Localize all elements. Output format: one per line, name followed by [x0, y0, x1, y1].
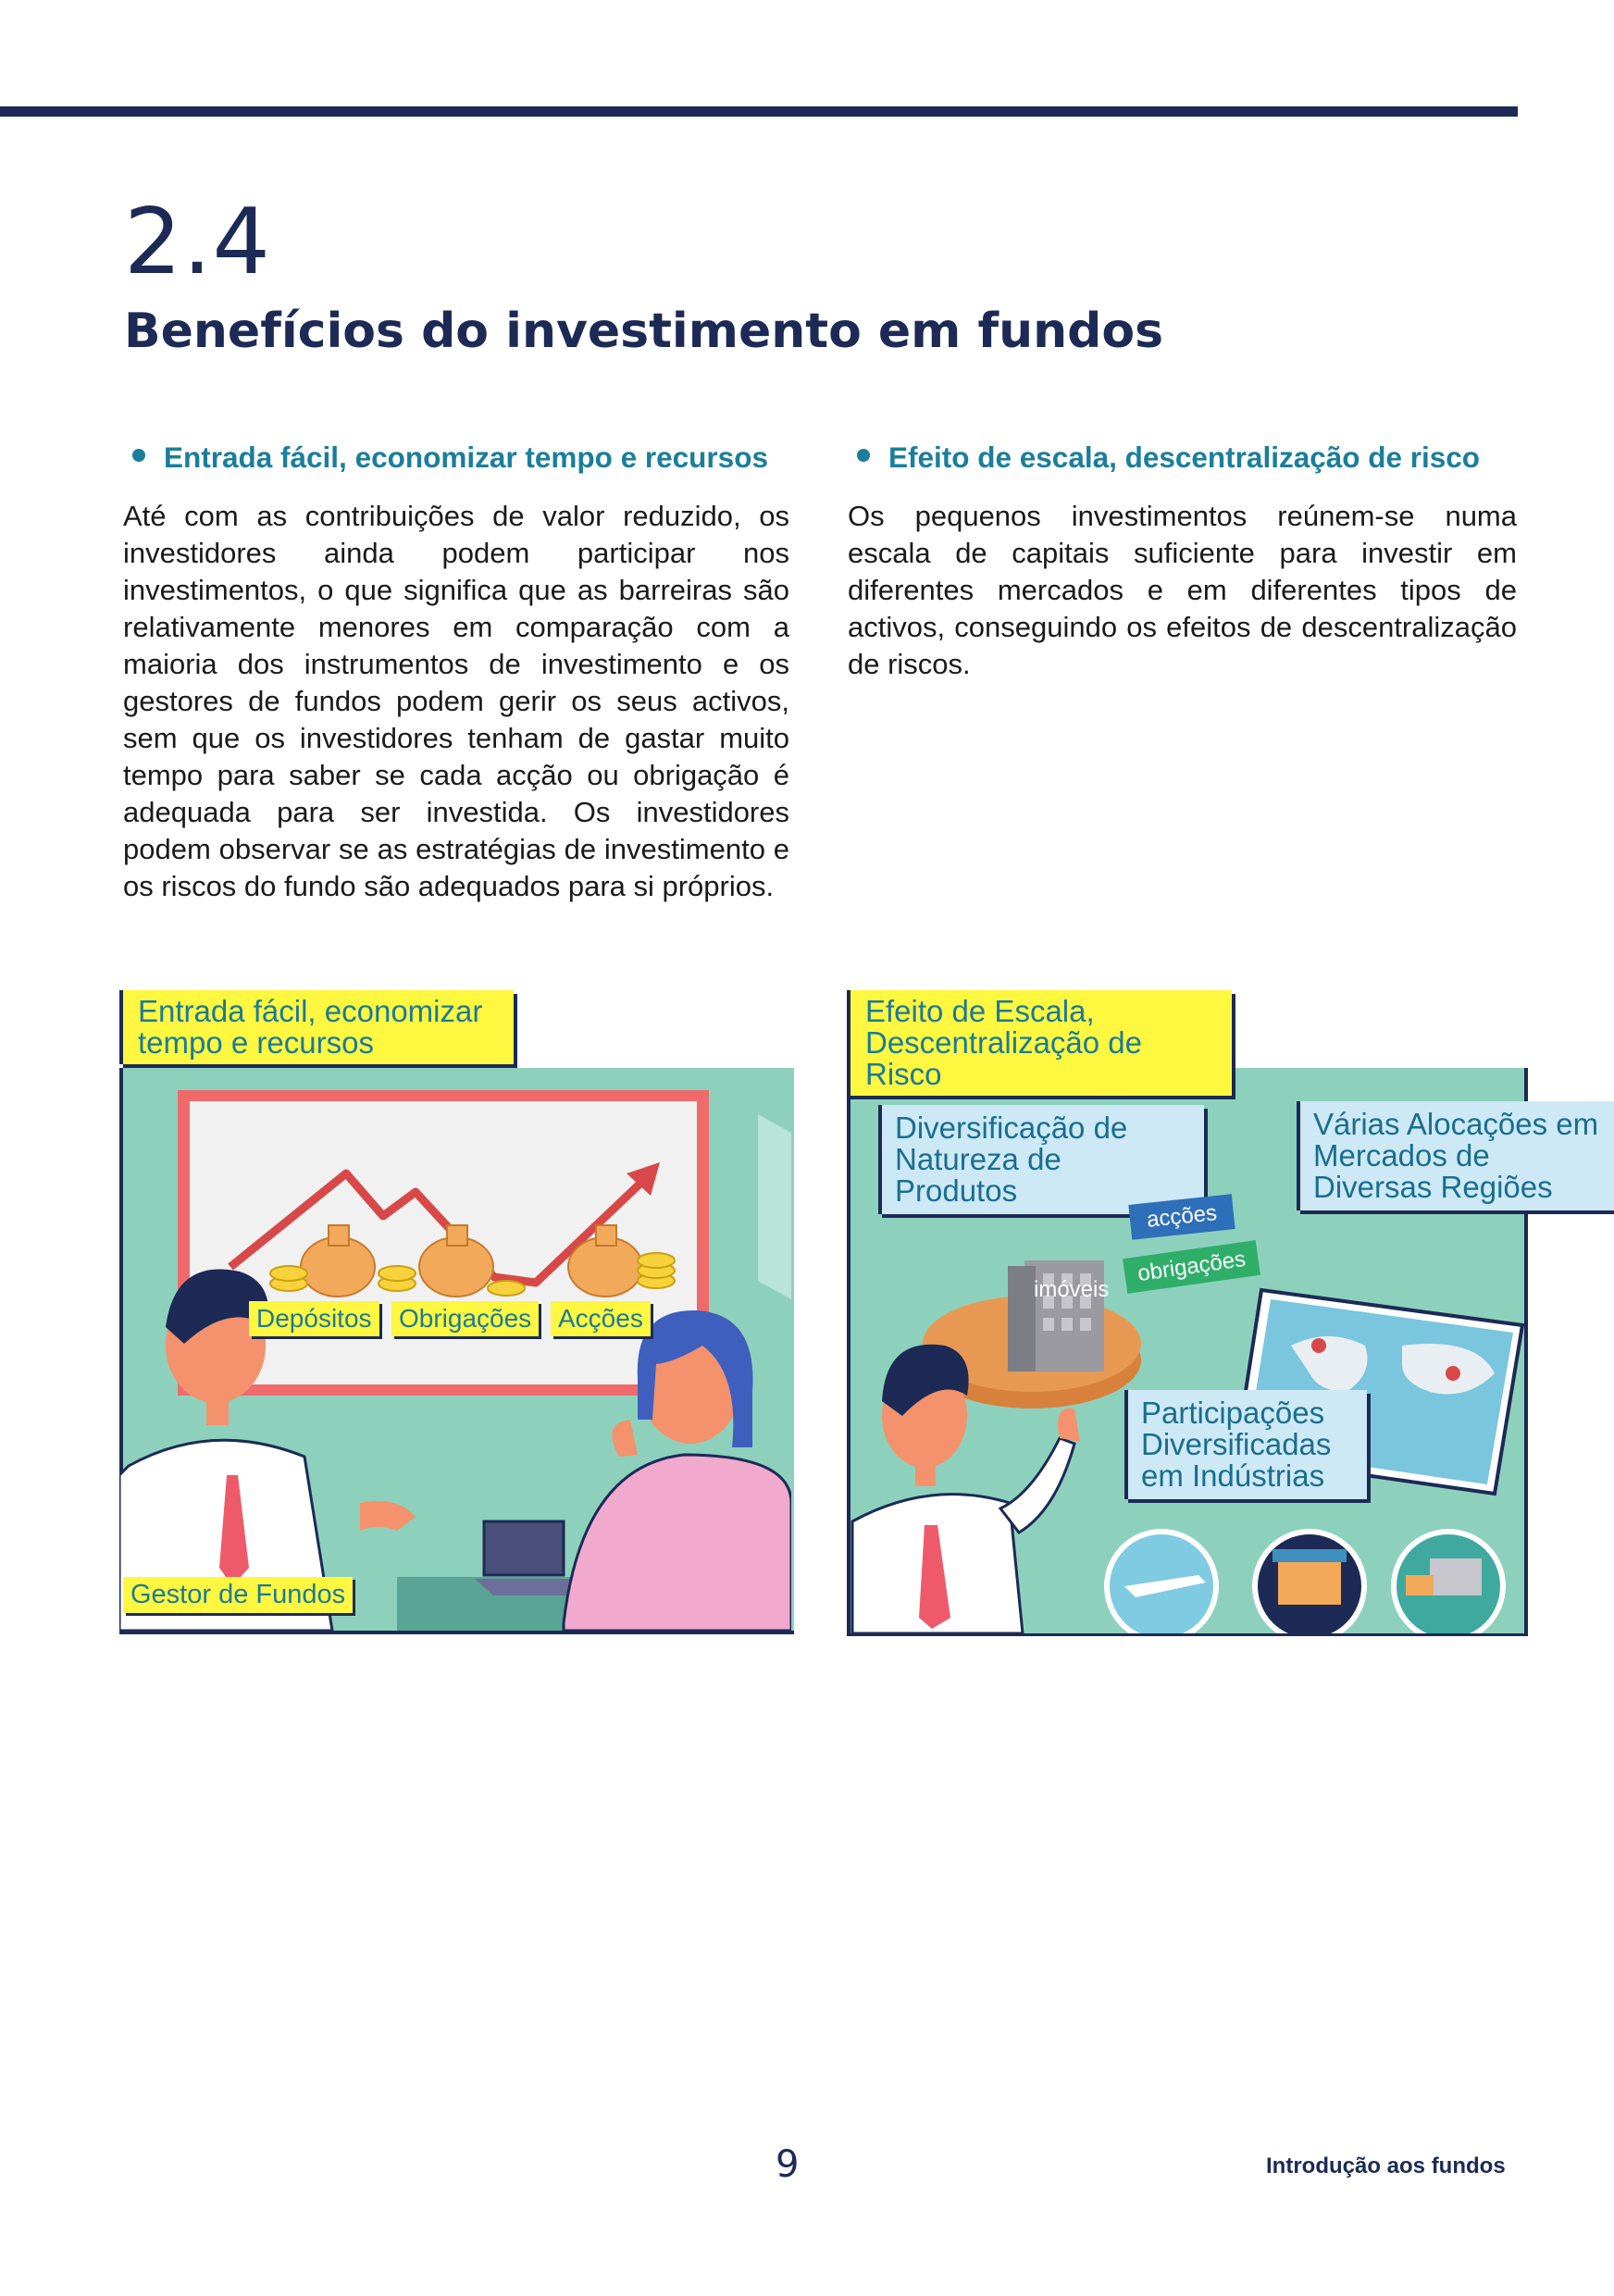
products-line2: Natureza de Produtos: [895, 1142, 1062, 1208]
left-bullet-heading: [132, 441, 768, 475]
left-paragraph: Até com as contribuições de valor reduzido, os investidores ainda podem participar nos investimentos, o que significa que as barreiras são relativamente menores em comparação com a maioria dos instrumentos de investimento e os gestores de fundos podem gerir os seus activos, sem que os investidores tenham de gastar muito tempo para saber se cada acção ou obrigação é adequada para ser investida. Os investidores podem observar se as estratégias de investimento e os riscos do fundo são adequados para si próprios.: [123, 500, 789, 902]
fund-manager-label: Gestor de Fundos: [123, 1577, 353, 1613]
industries-line2: Diversificadas: [1141, 1427, 1332, 1461]
bullet-icon: [132, 449, 145, 462]
regions-line3: Diversas Regiões: [1313, 1170, 1553, 1204]
section-title: Benefícios do investimento em fundos: [124, 304, 1164, 359]
left-illustration-title: [119, 990, 514, 1064]
product-diversification-box: [878, 1105, 1204, 1214]
right-heading-text: Efeito de escala, descentralização de risco: [888, 441, 1481, 474]
right-title-line1: Efeito de Escala,: [865, 994, 1095, 1028]
right-bullet-heading: [857, 441, 1480, 475]
footer-doc-title: Introdução aos fundos: [1266, 2153, 1506, 2178]
bonds-chip: obrigações: [1123, 1240, 1260, 1294]
bonds-tag: Obrigações: [391, 1301, 539, 1336]
section-number: 2.4: [124, 190, 271, 295]
right-illustration: [843, 988, 1614, 1636]
regions-line2: Mercados de: [1313, 1138, 1490, 1173]
left-title-line1: Entrada fácil, economizar: [138, 994, 483, 1028]
regions-line1: Várias Alocações em: [1313, 1107, 1599, 1141]
industries-line1: Participações: [1141, 1396, 1325, 1430]
page-number: 9: [776, 2143, 800, 2186]
stocks-chip: acções: [1128, 1194, 1235, 1240]
investment-scene: [119, 1068, 791, 1631]
industries-line3: em Indústrias: [1141, 1458, 1325, 1493]
bullet-icon: [857, 449, 870, 462]
deposits-tag: Depósitos: [249, 1301, 379, 1336]
stocks-tag: Acções: [551, 1301, 651, 1336]
regional-allocation-box: [1297, 1101, 1614, 1210]
products-line1: Diversificação de: [895, 1111, 1128, 1145]
left-heading-text: Entrada fácil, economizar tempo e recursos: [164, 441, 768, 474]
right-title-line2: Descentralização de Risco: [865, 1025, 1142, 1091]
left-title-line2: tempo e recursos: [138, 1025, 374, 1060]
right-illustration-title: [847, 990, 1232, 1096]
top-rule: [0, 106, 1518, 117]
left-illustration: [114, 988, 794, 1636]
right-paragraph: Os pequenos investimentos reúnem-se numa escala de capitais suficiente para investir em diferentes mercados e em diferentes tipos de activos, conseguindo os efeitos de descentralização de riscos.: [848, 500, 1517, 680]
property-chip: imóveis: [1034, 1277, 1110, 1302]
industry-holdings-box: [1124, 1390, 1367, 1499]
